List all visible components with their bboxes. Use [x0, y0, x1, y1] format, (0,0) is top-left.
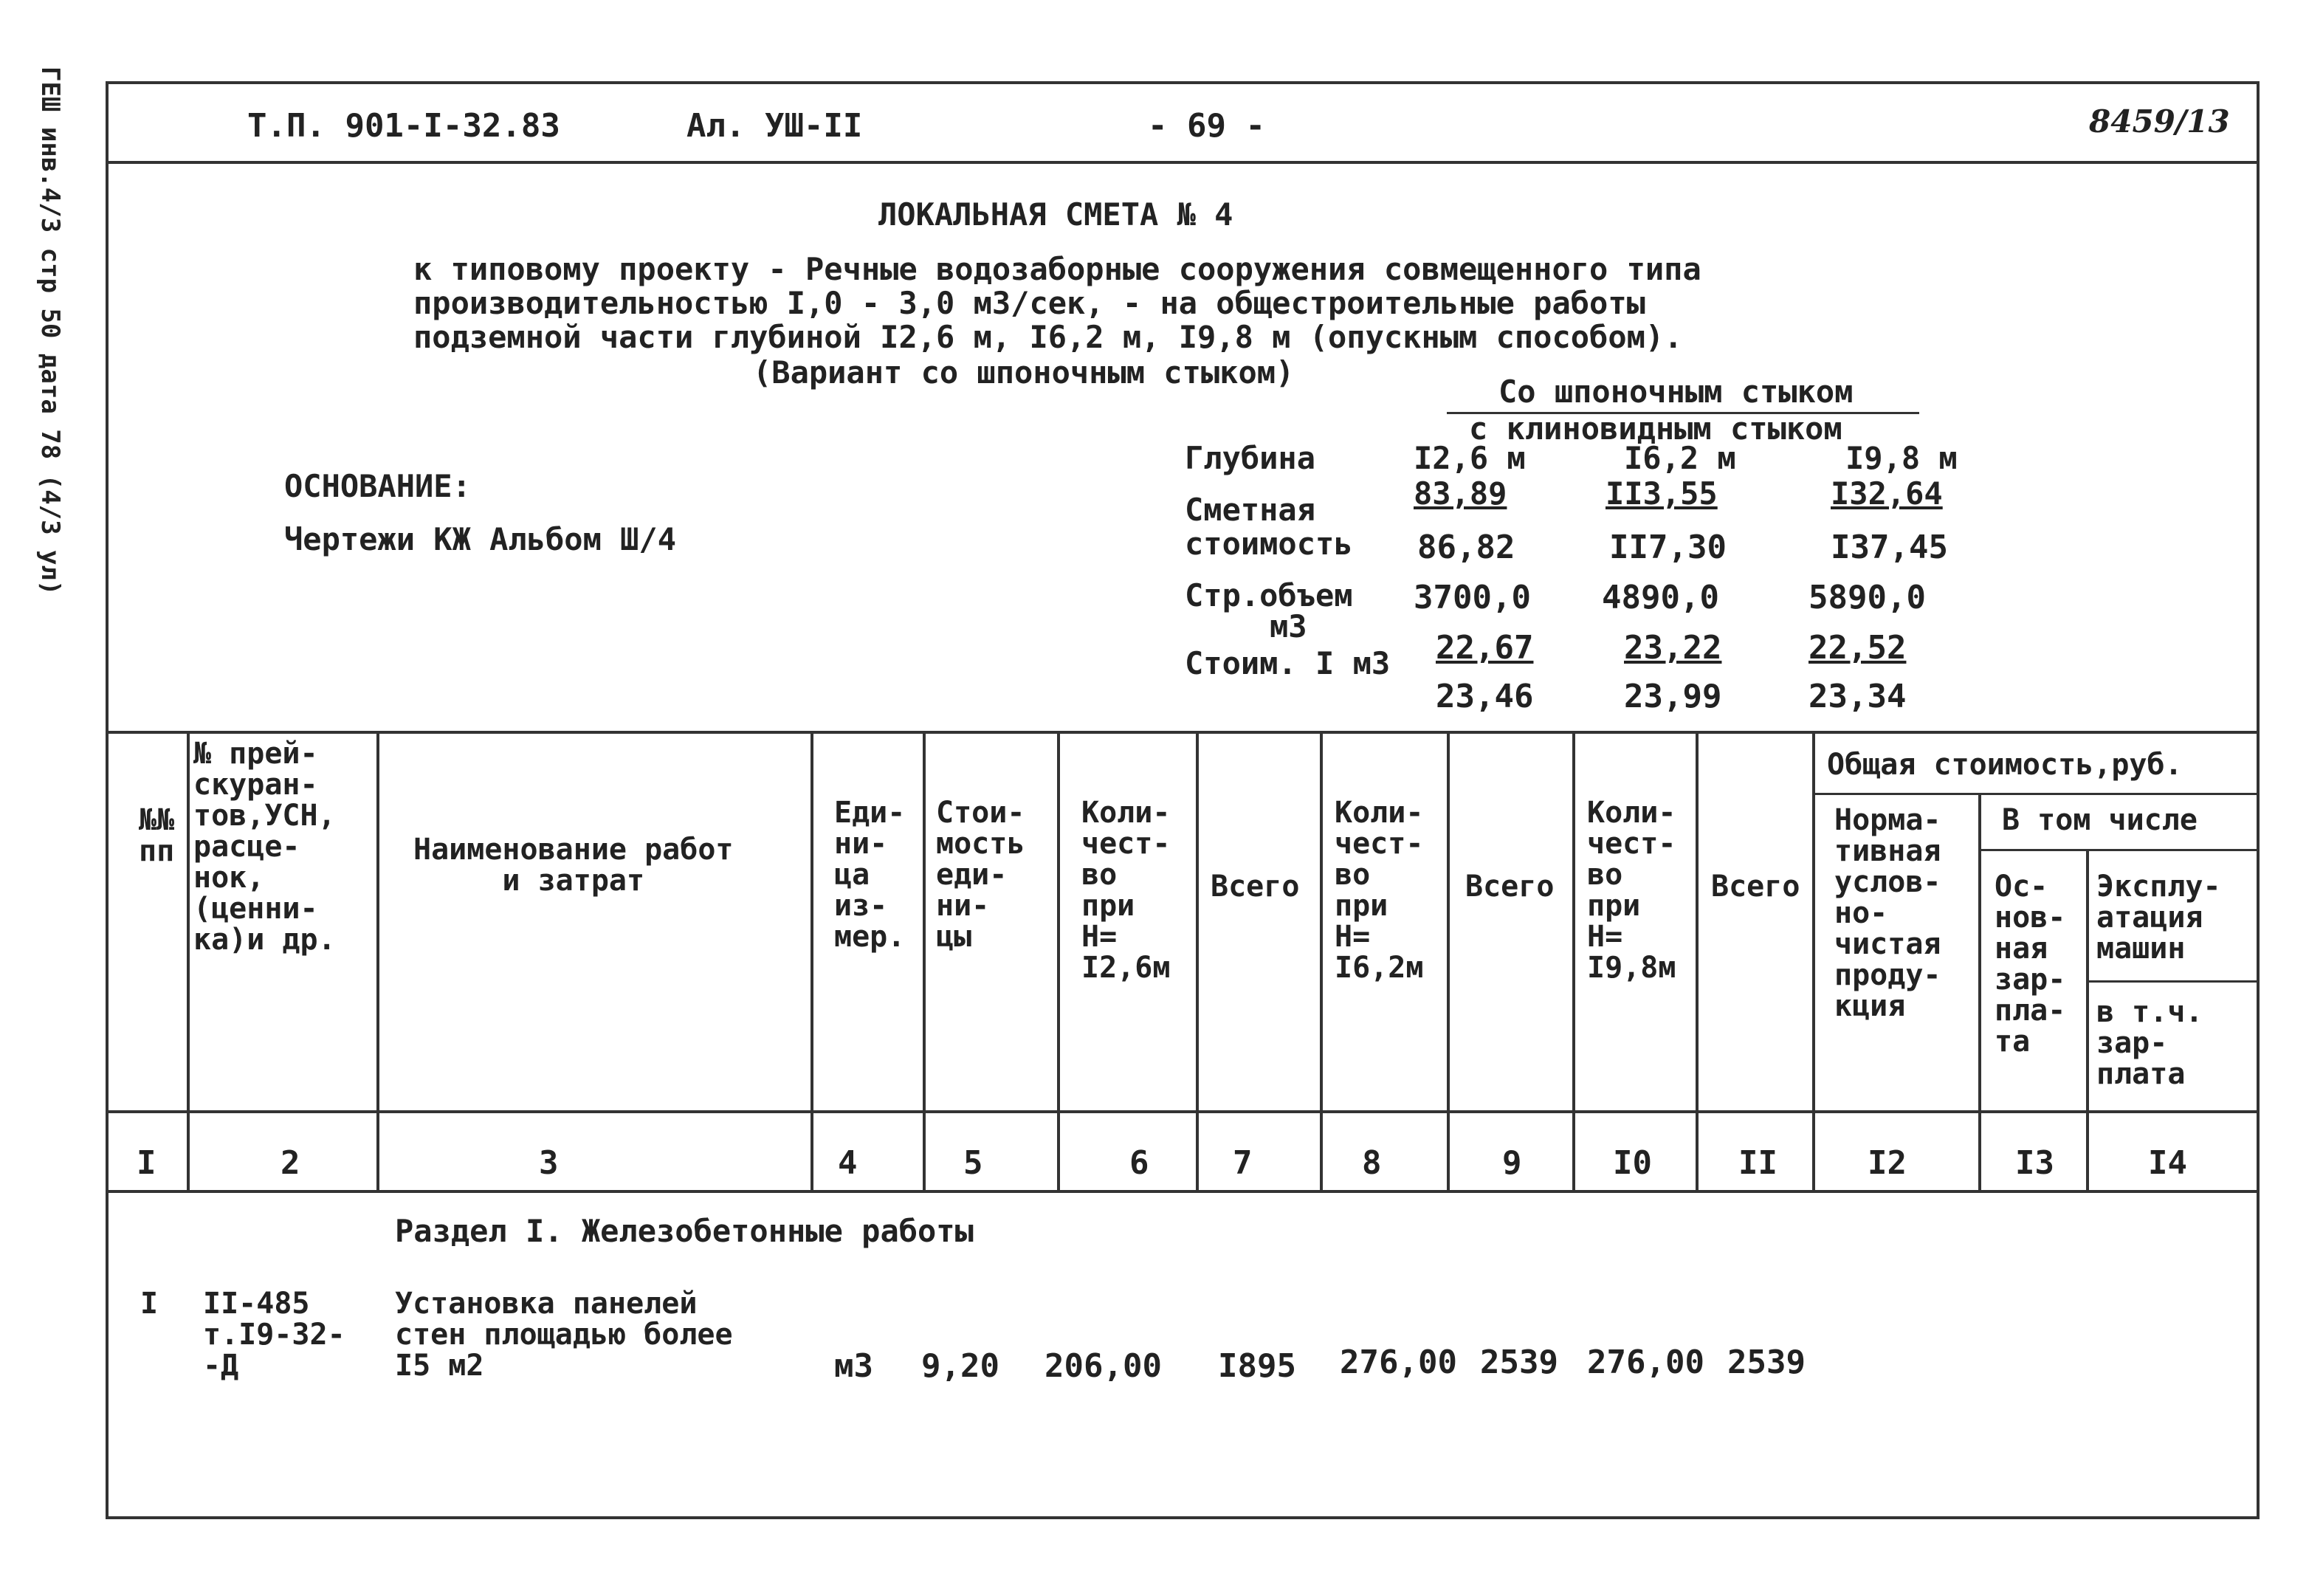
album-code: Ал. УШ-II	[686, 107, 863, 145]
total-cost-group: Общая стоимость,руб.	[1827, 748, 2183, 782]
unit-cost-b-3: 23,34	[1809, 678, 1907, 715]
col-sep-11	[1812, 731, 1815, 1193]
col-number-11: II	[1738, 1144, 1777, 1182]
depth-1: I2,6 м	[1414, 440, 1526, 476]
unit-cost-a-2: 23,22	[1624, 629, 1722, 667]
col-number-4: 4	[838, 1144, 858, 1182]
row-1-qty-1: 206,00	[1045, 1347, 1162, 1385]
title-line-1: к типовому проекту - Речные водозаборные сооружения совмещенного типа	[413, 251, 1701, 287]
cost-a-2: II3,55	[1606, 475, 1718, 512]
col-sep-6	[1196, 731, 1199, 1193]
row-1-total-3: 2539	[1727, 1344, 1806, 1381]
col-sep-3	[811, 731, 813, 1193]
volume-label-2: м3	[1270, 608, 1307, 644]
col-number-14: I4	[2148, 1144, 2187, 1182]
col-sep-13	[2086, 849, 2089, 1193]
depth-label: Глубина	[1185, 440, 1316, 476]
variant-b-label: с клиновидным стыком	[1469, 410, 1842, 447]
col-header-1: №№ пп	[139, 803, 175, 868]
unit-cost-b-2: 23,99	[1624, 678, 1722, 715]
col-number-2: 2	[281, 1144, 300, 1182]
variant-a-label: Со шпоночным стыком	[1498, 374, 1854, 410]
col-header-14b: в т.ч. зар- плата	[2096, 995, 2203, 1091]
basis-label: ОСНОВАНИЕ:	[284, 468, 471, 504]
row-1-code: II-485 т.I9-32- -Д	[203, 1287, 345, 1383]
col-number-7: 7	[1233, 1144, 1253, 1182]
cost-b-1: 86,82	[1417, 529, 1515, 566]
col-header-13: Ос- нов- ная зар- пла- та	[1995, 870, 2066, 1059]
row-1-qty-2: 276,00	[1340, 1344, 1457, 1381]
col-sep-9	[1572, 731, 1575, 1193]
page-number: - 69 -	[1148, 107, 1265, 145]
cost-b-3: I37,45	[1831, 529, 1948, 566]
cost-a-3: I32,64	[1831, 475, 1943, 512]
margin-note-text: ГЕШ инв.4/3 стр 50 дата 78 (4/3 ул)	[35, 66, 65, 596]
volume-2: 4890,0	[1602, 579, 1719, 616]
project-code: Т.П. 901-I-32.83	[247, 107, 560, 145]
cost-label-2: стоимость	[1185, 526, 1353, 562]
machines-rule	[2086, 980, 2260, 983]
estimate-heading: ЛОКАЛЬНАЯ СМЕТА № 4	[878, 196, 1233, 233]
unit-cost-a-1: 22,67	[1436, 629, 1534, 667]
col-header-14: Эксплу- атация машин	[2096, 870, 2221, 966]
title-line-2: производительностью I,0 - 3,0 м3/сек, - на общестроительные работы	[413, 285, 1645, 321]
unit-cost-label: Стоим. I м3	[1185, 645, 1391, 681]
col-header-4: Еди- ни- ца из- мер.	[834, 796, 906, 954]
col-number-12: I2	[1868, 1144, 1907, 1182]
col-header-11: Всего	[1711, 870, 1800, 904]
row-1-total-2: 2539	[1480, 1344, 1558, 1381]
margin-note	[30, 66, 74, 598]
col-header-8: Коли- чест- во при Н= I6,2м	[1335, 796, 1424, 985]
col-header-3: Наименование работ и затрат	[413, 833, 734, 898]
col-header-5: Стои- мость еди- ни- цы	[936, 796, 1025, 954]
col-sep-8	[1447, 731, 1450, 1193]
col-sep-12	[1978, 793, 1981, 1193]
title-line-3: подземной части глубиной I2,6 м, I6,2 м, I9,8 м (опускным способом).	[413, 319, 1683, 355]
col-sep-4	[923, 731, 926, 1193]
unit-cost-a-3: 22,52	[1809, 629, 1907, 667]
col-number-13: I3	[2015, 1144, 2054, 1182]
cost-a-1: 83,89	[1414, 475, 1507, 512]
col-number-9: 9	[1502, 1144, 1522, 1182]
row-1-qty-3: 276,00	[1587, 1344, 1704, 1381]
col-number-5: 5	[963, 1144, 983, 1182]
archive-code: 8459/13	[2089, 103, 2230, 140]
row-1-unit-cost: 9,20	[921, 1347, 999, 1385]
header-rule	[106, 161, 2260, 164]
col-header-10: Коли- чест- во при Н= I9,8м	[1587, 796, 1676, 985]
col-sep-1	[187, 731, 190, 1193]
cost-b-2: II7,30	[1609, 529, 1727, 566]
col-header-7: Всего	[1211, 870, 1300, 904]
col-sep-10	[1696, 731, 1699, 1193]
including-label: В том числе	[2002, 803, 2198, 837]
col-number-8: 8	[1362, 1144, 1382, 1182]
volume-3: 5890,0	[1809, 579, 1926, 616]
col-header-9: Всего	[1465, 870, 1555, 904]
col-header-6: Коли- чест- во при Н= I2,6м	[1081, 796, 1171, 985]
row-1-name: Установка панелей стен площадью более I5 м2	[395, 1287, 733, 1383]
cost-label-1: Сметная	[1185, 492, 1316, 528]
title-line-4: (Вариант со шпоночным стыком)	[753, 354, 1295, 391]
col-number-10: I0	[1613, 1144, 1652, 1182]
table-head-rule	[106, 1110, 2260, 1113]
row-1-total-1: I895	[1218, 1347, 1296, 1385]
basis-value: Чертежи КЖ Альбом Ш/4	[284, 521, 677, 557]
table-top-rule	[106, 731, 2260, 734]
col-number-3: 3	[539, 1144, 559, 1182]
depth-3: I9,8 м	[1845, 440, 1958, 476]
table-numbers-rule	[106, 1190, 2260, 1193]
depth-2: I6,2 м	[1624, 440, 1736, 476]
row-1-unit: м3	[834, 1347, 873, 1385]
unit-cost-b-1: 23,46	[1436, 678, 1534, 715]
col-number-1: I	[137, 1144, 156, 1182]
section-title: Раздел I. Железобетонные работы	[395, 1213, 974, 1249]
col-sep-7	[1320, 731, 1323, 1193]
volume-label-1: Стр.объем	[1185, 577, 1353, 613]
col-sep-2	[376, 731, 379, 1193]
col-header-12: Норма- тивная услов- но- чистая проду- кция	[1834, 803, 1941, 1023]
including-rule	[1978, 849, 2260, 851]
col-sep-5	[1057, 731, 1060, 1193]
volume-1: 3700,0	[1414, 579, 1531, 616]
row-1-no: I	[140, 1287, 159, 1321]
group-rule	[1812, 793, 2260, 795]
col-header-2: № прей- скуран- тов,УСН, расце- нок, (ценни- ка)и др.	[193, 737, 336, 957]
col-number-6: 6	[1129, 1144, 1149, 1182]
